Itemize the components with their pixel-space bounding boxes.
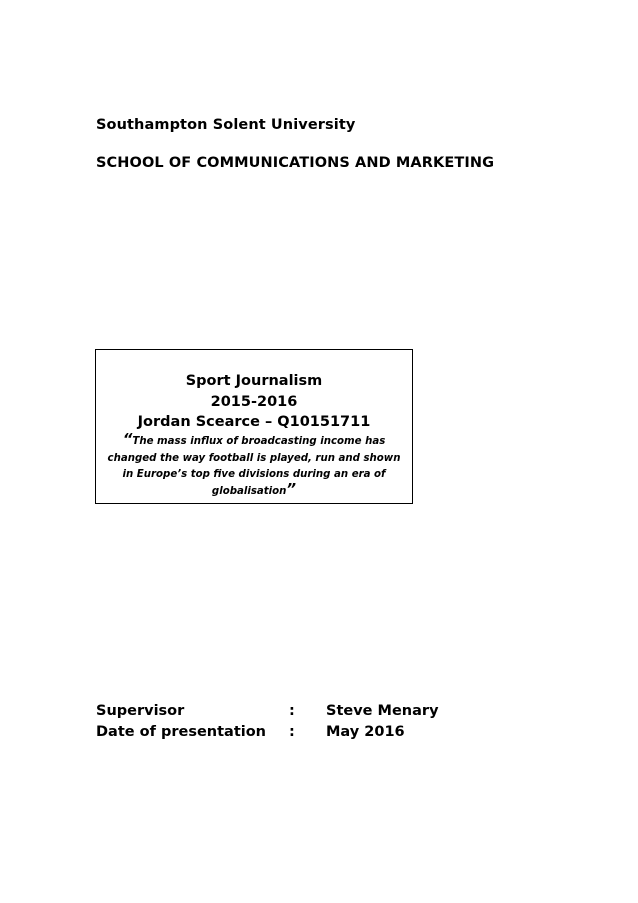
school-name: SCHOOL OF COMMUNICATIONS AND MARKETING: [96, 155, 495, 171]
institution-name: Southampton Solent University: [96, 117, 356, 133]
presentation-date-separator: :: [289, 724, 295, 740]
course-title: Sport Journalism: [185, 373, 323, 389]
supervisor-separator: :: [289, 703, 295, 719]
dissertation-title-text: The mass influx of broadcasting income has changed the way football is played, run and shown in Europe’s top five divisions during an era of globalisation: [107, 436, 401, 497]
supervisor-label: Supervisor: [96, 703, 185, 719]
author-line: Jordan Scearce – Q10151711: [137, 414, 371, 430]
open-quote-mark: “: [122, 430, 133, 448]
close-quote-mark: ”: [286, 479, 297, 498]
academic-years: 2015-2016: [210, 394, 298, 410]
presentation-date-label: Date of presentation: [96, 724, 267, 740]
supervisor-value: Steve Menary: [326, 703, 439, 719]
dissertation-title-quote: [102, 430, 406, 500]
presentation-date-value: May 2016: [326, 724, 405, 740]
title-box: [95, 349, 413, 504]
